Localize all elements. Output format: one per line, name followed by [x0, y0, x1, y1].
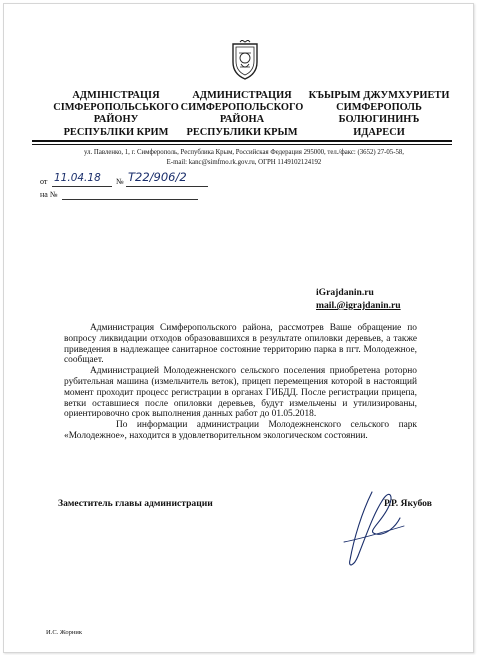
address-block — [24, 148, 464, 168]
body-paragraph: Администрацией Молодежненского сельского поселения приобретена роторно рубительная машина (измельчитель веток), прицеп перемещения которой в настоящий момент проходит процесс регистрации в органах ГИБДД. После регистрации прицепа, ветки оставшиеся после опиловки деревьев, будут измельчены и утилизированы, ориентировочно срок выполнения данных работ до 01.05.2018. — [64, 366, 417, 420]
address-line: ул. Павленко, 1, г. Симферополь, Республика Крым, Российская Федерация 295000, тел./факс: (3652) 27-05-58, — [84, 149, 404, 156]
handwritten-number: Т22/906/2 — [128, 170, 187, 184]
header-line: ИДАРЕСИ — [353, 126, 405, 138]
header-rule-thin — [32, 144, 452, 145]
header-line: АДМИНИСТРАЦИЯ — [192, 90, 292, 101]
header-line: БОЛЮГИНИНЪ — [338, 114, 420, 126]
header-russian — [172, 90, 312, 139]
recipient-email: mail.@igrajdanin.ru — [316, 300, 401, 311]
crimea-coat-of-arms-icon — [231, 40, 259, 80]
number-line — [126, 186, 208, 187]
header-line: РАЙОНУ — [93, 114, 139, 126]
executor-name: И.С. Жорник — [46, 629, 83, 636]
handwritten-date: 11.04.18 — [54, 172, 101, 184]
header-line: РЕСПУБЛИКИ КРЫМ — [186, 126, 298, 138]
handwritten-signature — [304, 482, 444, 572]
date-label: от — [40, 177, 48, 186]
header-rule-thick — [32, 140, 452, 142]
header-line: РЕСПУБЛІКИ КРИМ — [63, 126, 169, 138]
number-label: № — [116, 177, 124, 186]
header-line: КЪЫРЫМ ДЖУМХУРИЕТИ — [308, 90, 450, 101]
recipient-block — [316, 286, 401, 312]
signatory-name: Р.Р. Якубов — [384, 498, 432, 509]
letter-body — [64, 323, 417, 442]
header-line: РАЙОНА — [219, 114, 265, 126]
contact-line: E-mail: kanc@simfmo.rk.gov.ru, ОГРН 1149102124192 — [166, 159, 322, 166]
header-line: СИМФЕРОПОЛЬ — [336, 102, 422, 114]
reply-to-label: на № — [40, 190, 58, 199]
reply-to-line — [62, 199, 198, 200]
header-line: СИМФЕРОПОЛЬСКОГО — [180, 102, 304, 114]
header-line: АДМІНІСТРАЦІЯ — [72, 90, 160, 101]
document-page — [3, 3, 474, 653]
recipient-name: iGrajdanin.ru — [316, 287, 374, 298]
body-paragraph: Администрация Симферопольского района, рассмотрев Ваше обращение по вопросу ликвидации отходов образовавшихся в результате опиловки деревьев, а также приведения в надлежащее санитарное состояние территорию парка в пгт. Молодежное, сообщает. — [64, 323, 417, 366]
date-line — [52, 186, 112, 187]
header-ukrainian — [46, 90, 186, 139]
header-line: СІМФЕРОПОЛЬСЬКОГО — [53, 102, 179, 114]
header-crimean-tatar — [304, 90, 454, 139]
signatory-title: Заместитель главы администрации — [58, 498, 213, 509]
body-paragraph: По информации администрации Молодежненского сельского парк «Молодежное», находится в удовлетворительном экологическом состоянии. — [64, 420, 417, 441]
